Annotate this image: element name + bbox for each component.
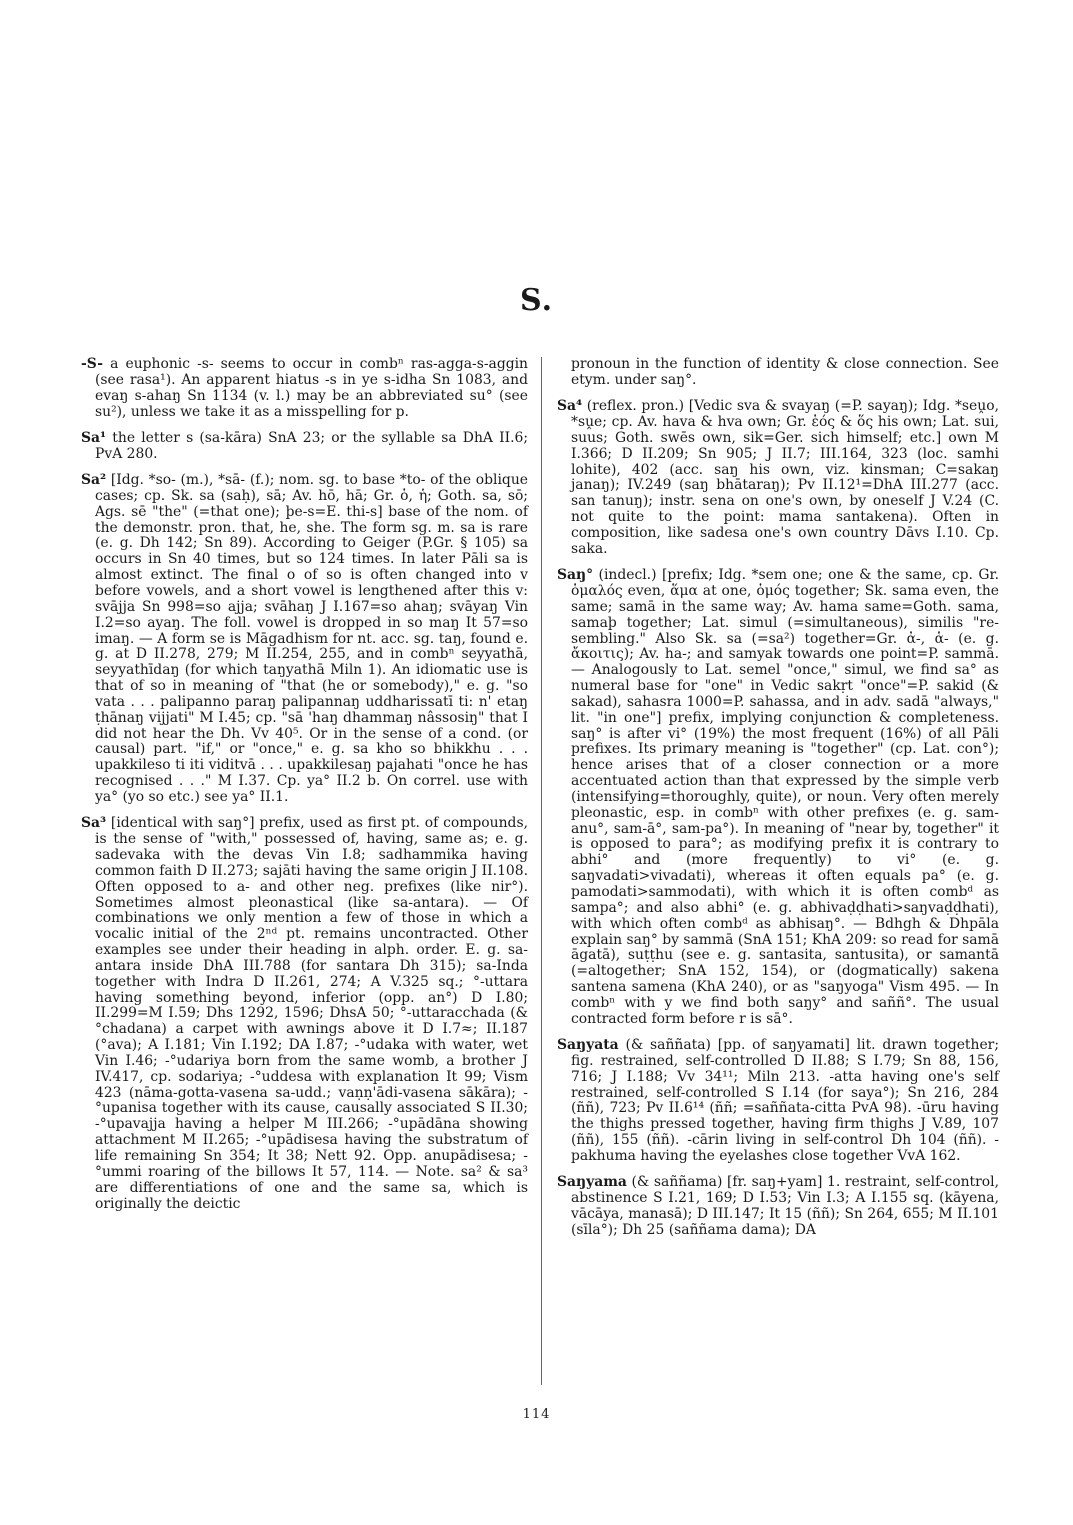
left-column xyxy=(81,357,528,1223)
entry-text: the letter s (sa-kāra) SnA 23; or the syllable sa DhA II.6; PvA 280. xyxy=(95,429,528,462)
entry-text: (reflex. pron.) [Vedic sva & svayaŋ (=P. sayaŋ); Idg. *seṷo, *sṷe; cp. Av. hava & hva own; Gr. ἑός & ὅς his own; Lat. sui, suus; Goth. swēs own, sik=Ger. sich himself; etc.] own M I.366; D II.209; Sn 905; J II.7; III.164, 323 (loc. samhi lohite), 402 (acc. saŋ his own, viz. kinsman; C=sakaŋ janaŋ); IV.249 (saŋ bhātaraŋ); Pv II.12¹=DhA III.277 (acc. san tanuŋ); instr. sena on one's own, by oneself J V.24 (C. not quite to the point: mama santakena). Often in composition, like sadesa one's own country Dāvs I.10. Cp. saka. xyxy=(571,398,999,557)
entry-sangyama xyxy=(557,1175,999,1238)
entry-text: (indecl.) [prefix; Idg. *sem one; one & the same, cp. Gr. ὁμαλός even, ἅμα at one, ὁμός together; Sk. sama even, the same; samā in the same way; Av. hama same=Goth. sama, samaþ together; Lat. simul (=simultaneous), similis "re-sembling." Also Sk. sa (=sa²) together=Gr. ἀ-, ἁ- (e. g. ἄκοιτις); Av. ha-; and samyak towards one point=P. sammā. — Analogously to Lat. semel "once," simul, we find sa° as numeral base for "one" in Vedic sakṛt "once"=P. sakid (& sakad), sahasra 1000=P. sahassa, and in adv. sadā "always," lit. "in one"] prefix, implying conjunction & completeness. saŋ° is after vi° (19%) the most frequent (16%) of all Pāli prefixes. Its primary meaning is "together" (cp. Lat. con°); hence arises that of a closer connection or a more accentuated action than that expressed by the simple verb (intensifying=thoroughly, quite), or noun. Very often merely pleonastic, esp. in combⁿ with other prefixes (e. g. sam-anu°, sam-ā°, sam-pa°). In meaning of "near by, together" it is opposed to para°; as modifying prefix it is contrary to abhi° and (more frequently) to vi° (e. g. saŋvadati>vivadati), whereas it often equals pa° (e. g. pamodati>sammodati), with which it is often combᵈ as sampa°; and also abhi° (e. g. abhivaḍḍhati>saŋvaḍḍhati), with which often combᵈ as abhisaŋ°. — Bdhgh & Dhpāla explain saŋ° by sammā (SnA 151; KhA 209: so read for samā āgatā), suṭṭhu (see e. g. santasita, santusita), or samantā (=altogether; SnA 152, 154), or (dogmatically) sakena santena samena (KhA 240), or as "saŋyoga" Vism 495. — In combⁿ with y we find both saŋy° and saññ°. The usual contracted form before r is sā°. xyxy=(571,567,999,1027)
entry-sa-3 xyxy=(81,816,528,1212)
entry-continuation: pronoun in the function of identity & close connection. See etym. under saŋ°. xyxy=(571,356,999,388)
letter-heading: S. xyxy=(519,283,554,318)
entry-text: [Idg. *so- (m.), *sā- (f.); nom. sg. to base *to- of the oblique cases; cp. Sk. sa (saḥ), sā; Av. hō, hā; Gr. ὁ, ἡ; Goth. sa, sō; Ags. sē "the" (=that one); þe-s=E. thi-s] base of the nom. of the demonstr. pron. that, he, she. The form sg. m. sa is rare (e. g. Dh 142; Sn 89). According to Geiger (P.Gr. § 105) sa occurs in Sn 40 times, but so 124 times. In later Pāli sa is almost extinct. The final o of so is often changed into v before vowels, and a short vowel is lengthened after this v: svājja Sn 998=so ajja; svāhaŋ J I.167=so ahaŋ; svāyaŋ Vin I.2=so ayaŋ. The foll. vowel is dropped in so maŋ It 57=so imaŋ. — A form se is Māgadhism for nt. acc. sg. taŋ, found e. g. at D II.278, 279; M II.254, 255, and in combⁿ seyyathā, seyyathīdaŋ (for which taŋyathā Miln 1). An idiomatic use is that of so in meaning of "that (he or somebody)," e. g. "so vata . . . palipanno paraŋ palipannaŋ uddharissatī ti: n' etaŋ ṭhānaŋ vijjati" M I.45; cp. "sā 'haŋ dhammaŋ nâssosiŋ" that I did not hear the Dh. Vv 40⁵. Or in the sense of a cond. (or causal) part. "if," or "once," e. g. sa kho so bhikkhu . . . upakkileso ti iti viditvā . . . upakkilesaŋ pajahati "once he has recognised . . ." M I.37. Cp. ya° II.2 b. On correl. use with ya° (yo so etc.) see ya° II.1. xyxy=(95,472,528,805)
headword: -S- xyxy=(81,356,104,372)
entry-text: (& saññata) [pp. of saŋyamati] lit. drawn together; fig. restrained, self-controlled D II.88; S I.79; Sn 88, 156, 716; J I.188; Vv 34¹¹; Miln 213. -atta having one's self restrained, self-controlled S I.14 (for saya°); Sn 216, 284 (ññ), 723; Pv II.6¹⁴ (ññ; =saññata-citta PvA 98). -ūru having the thighs pressed together, having firm thighs J V.89, 107 (ññ), 155 (ññ). -cārin living in self-control Dh 104 (ññ). -pakhuma having the eyelashes close together VvA 162. xyxy=(571,1037,999,1164)
entry-text: [identical with saŋ°] prefix, used as first pt. of compounds, is the sense of "with," possessed of, having, same as; e. g. sadevaka with the devas Vin I.8; sadhammika having common faith D II.273; sajāti having the same origin J II.108. Often opposed to a- and other neg. prefixes (like nir°). Sometimes almost pleonastical (like sa-antara). — Of combinations we only mention a few of those in which a vocalic initial of the 2ⁿᵈ pt. remains uncontracted. Other examples see under their heading in alph. order. E. g. sa-antara inside DhA III.788 (for santara Dh 315); sa-Inda together with Indra D II.261, 274; A V.325 sq.; °-uttara having something beyond, inferior (opp. an°) D I.80; II.299=M I.59; Dhs 1292, 1596; DhsA 50; °-uttaracchada (& °chadana) a carpet with awnings above it D I.7≈; II.187 (°ava); A I.181; Vin I.192; DA I.87; -°udaka with water, wet Vin I.46; -°udariya born from the same womb, a brother J IV.417, cp. sodariya; -°uddesa with explanation It 99; Vism 423 (nāma-gotta-vasena sa-udd.; vaṇṇ'ādi-vasena sākāra); -°upanisa together with its cause, causally associated S II.30; -°upavajja having a helper M III.266; -°upādāna showing attachment M II.265; -°upādisesa having the substratum of life remaining Sn 354; It 38; Nett 92. Opp. anupādisesa; -°ummi roaring of the billows It 57, 114. — Note. sa² & sa³ are differentiations of one and the same sa, which is originally the deictic xyxy=(95,815,528,1212)
entry-sang xyxy=(557,568,999,1027)
headword: Sa² xyxy=(81,472,107,489)
entry-text: a euphonic -s- seems to occur in combⁿ ras-agga-s-aggin (see rasa¹). An apparent hiatus -s in ye s-idha Sn 1083, and evaŋ s-ahaŋ Sn 1134 (v. l.) may be an abbreviated su° (see su²), unless we take it as a misspelling for p. xyxy=(95,356,528,420)
entry-euphonic-s xyxy=(81,357,528,420)
entry-sangyata xyxy=(557,1038,999,1165)
headword: Sa¹ xyxy=(81,429,107,446)
headword: Saŋyama xyxy=(557,1174,627,1191)
headword: Sa⁴ xyxy=(557,398,583,415)
column-divider xyxy=(541,357,542,1385)
headword: Saŋ° xyxy=(557,567,594,584)
page-number: 114 xyxy=(522,1407,551,1422)
entry-sa-4 xyxy=(557,399,999,557)
entry-text: (& saññama) [fr. saŋ+yam] 1. restraint, self-control, abstinence S I.21, 169; D I.53; Vin I.3; A I.155 sq. (kāyena, vācāya, manasā); D III.147; It 15 (ññ); Sn 264, 655; M II.101 (sīla°); Dh 25 (saññama dama); DA xyxy=(571,1174,999,1238)
headword: Saŋyata xyxy=(557,1037,619,1054)
right-column xyxy=(557,357,999,1249)
headword: Sa³ xyxy=(81,815,107,832)
entry-sa-2 xyxy=(81,473,528,806)
entry-sa-1 xyxy=(81,431,528,463)
